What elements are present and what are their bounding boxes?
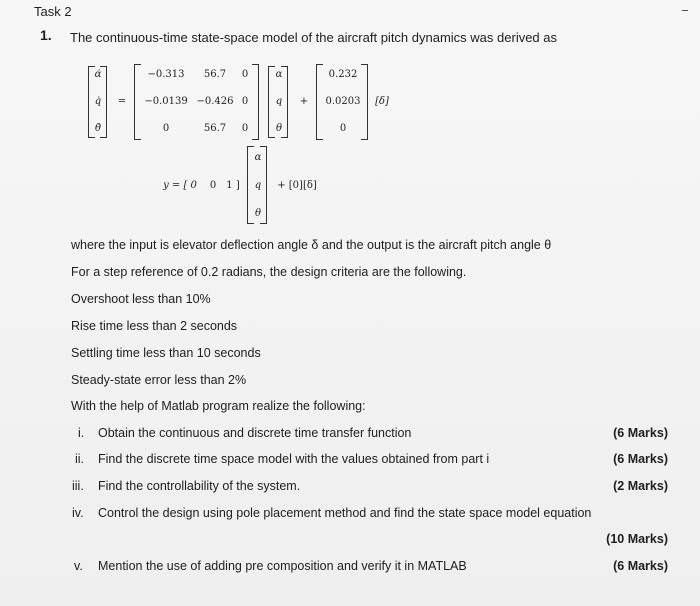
- matrix-b-cell: 0.0203: [325, 96, 361, 107]
- task-marks: (6 Marks): [613, 559, 668, 573]
- criterion-overshoot: Overshoot less than 10%: [71, 292, 211, 306]
- output-lhs: y = [ 0: [163, 180, 197, 191]
- matrix-c-cell: 1 ]: [226, 180, 240, 191]
- paragraph-matlab-instruction: With the help of Matlab program realize the following:: [71, 399, 366, 413]
- matrix-a-cell: 0: [162, 123, 170, 134]
- state-derivative-q: q̇: [94, 96, 102, 107]
- matrix-a-cell: −0.0139: [144, 96, 188, 107]
- matrix-a-cell: 56.7: [203, 69, 227, 80]
- state-derivative-theta: θ̇: [94, 123, 102, 134]
- matrix-b-cell: 0.232: [328, 69, 358, 80]
- state-q: q: [254, 180, 262, 191]
- matrix-a-cell: 0: [241, 69, 249, 80]
- task-text: Find the controllability of the system.: [98, 479, 301, 493]
- task-title: Task 2: [34, 4, 72, 19]
- task-text: Mention the use of adding pre composition and verify it in MATLAB: [98, 559, 467, 573]
- task-numeral: ii.: [75, 452, 85, 466]
- task-marks: (2 Marks): [613, 479, 668, 493]
- window-minimize-mark: [682, 10, 688, 11]
- task-marks: (10 Marks): [606, 532, 668, 546]
- matrix-a-cell: −0.313: [147, 69, 185, 80]
- feedthrough-term: + [0][δ]: [277, 180, 317, 191]
- bracket-left: [316, 64, 323, 140]
- input-delta: [δ]: [375, 96, 389, 107]
- task-text: Obtain the continuous and discrete time transfer function: [98, 426, 412, 440]
- task-text: Find the discrete time space model with the values obtained from part i: [98, 452, 490, 466]
- equals-sign: =: [117, 96, 127, 107]
- state-theta: θ: [275, 123, 283, 134]
- bracket-left: [268, 66, 275, 138]
- bracket-left: [134, 64, 141, 140]
- task-numeral: i.: [78, 426, 85, 440]
- state-theta: θ: [254, 208, 262, 219]
- bracket-left: [247, 146, 254, 224]
- task-numeral: v.: [74, 559, 83, 573]
- state-derivative-alpha: α̇: [94, 69, 102, 80]
- task-numeral: iii.: [72, 479, 84, 493]
- matrix-b-cell: 0: [339, 123, 347, 134]
- task-text: Control the design using pole placement method and find the state space model equation: [98, 506, 592, 520]
- task-marks: (6 Marks): [613, 426, 668, 440]
- criterion-steady-state-error: Steady-state error less than 2%: [71, 373, 247, 387]
- question-number: 1.: [40, 27, 52, 43]
- matrix-a-cell: −0.426: [196, 96, 234, 107]
- state-q: q: [275, 96, 283, 107]
- paragraph-design-criteria: For a step reference of 0.2 radians, the design criteria are the following.: [71, 265, 467, 279]
- question-intro: The continuous-time state-space model of the aircraft pitch dynamics was derived as: [70, 30, 558, 45]
- matrix-a-cell: 56.7: [203, 123, 227, 134]
- state-alpha: α: [254, 152, 262, 163]
- state-alpha: α: [275, 69, 283, 80]
- matrix-a-cell: 0: [241, 96, 249, 107]
- matrix-c-cell: 0: [209, 180, 217, 191]
- task-marks: (6 Marks): [613, 452, 668, 466]
- bracket-right: [361, 64, 368, 140]
- paragraph-io-description: where the input is elevator deflection angle δ and the output is the aircraft pitch angle θ: [71, 238, 552, 252]
- criterion-settling-time: Settling time less than 10 seconds: [71, 346, 261, 360]
- criterion-rise-time: Rise time less than 2 seconds: [71, 319, 238, 333]
- task-numeral: iv.: [72, 506, 84, 520]
- bracket-right: [252, 64, 259, 140]
- matrix-a-cell: 0: [241, 123, 249, 134]
- plus-sign: +: [299, 96, 309, 107]
